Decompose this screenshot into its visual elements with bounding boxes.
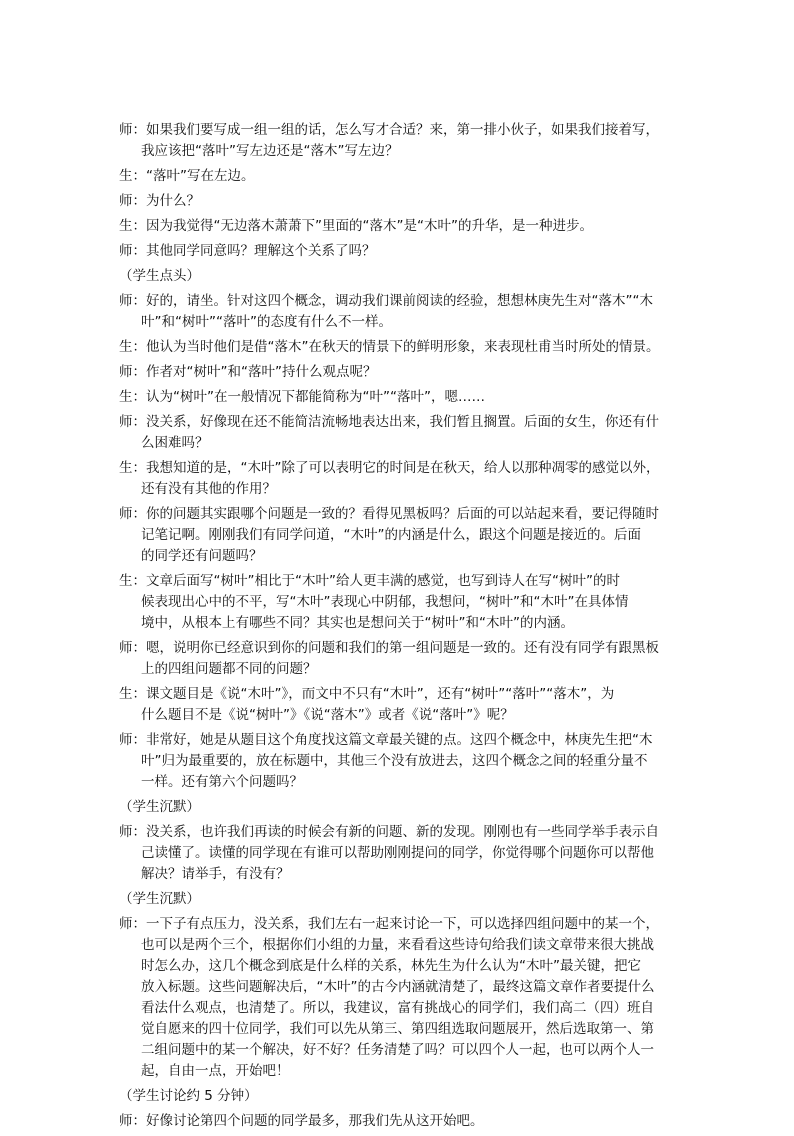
dialogue-paragraph [119, 458, 679, 500]
text-line: 师：一下子有点压力，没关系，我们左右一起来讨论一下，可以选择四组问题中的某一个， [119, 916, 659, 932]
dialogue-paragraph [119, 571, 679, 634]
dialogue-paragraph [119, 387, 679, 408]
text-line: 师：非常好，她是从题目这个角度找这篇文章最关键的点。这四个概念中，林庚先生把“木 [119, 732, 653, 748]
stage-direction [119, 266, 679, 287]
text-line: （学生点头） [119, 268, 200, 284]
text-line: 一样。还有第六个问题吗？ [141, 774, 303, 790]
dialogue-paragraph [119, 291, 679, 333]
text-line: 生：文章后面写“树叶”相比于“木叶”给人更丰满的感觉，也写到诗人在写“树叶”的时 [119, 573, 620, 589]
text-line: 生：认为“树叶”在一般情况下都能简称为“叶”“落叶”，嗯…… [119, 389, 485, 405]
lesson-transcript [119, 120, 679, 1136]
dialogue-paragraph [119, 822, 679, 885]
text-line: 师：嗯，说明你已经意识到你的问题和我们的第一组问题是一致的。还有没有同学有跟黑板 [119, 640, 659, 656]
text-line: 的同学还有问题吗？ [141, 548, 263, 564]
text-line: 我应该把“落叶”写左边还是“落木”写左边？ [141, 143, 399, 159]
dialogue-paragraph [119, 362, 679, 383]
dialogue-paragraph [119, 914, 679, 1082]
text-line: 生：“落叶”写在左边。 [119, 168, 255, 184]
text-line: 什么题目不是《说“树叶”》《说“落木”》或者《说“落叶”》呢？ [141, 707, 514, 723]
dialogue-paragraph [119, 684, 679, 726]
text-line: （学生沉默） [119, 891, 200, 907]
text-line: 境中，从根本上有哪些不同？其实也是想问关于“树叶”和“木叶”的内涵。 [141, 615, 574, 631]
dialogue-paragraph [119, 166, 679, 187]
stage-direction [119, 797, 679, 818]
text-line: 师：其他同学同意吗？理解这个关系了吗？ [119, 243, 376, 259]
text-line: 么困难吗？ [141, 435, 209, 451]
text-line: 师：没关系，也许我们再读的时候会有新的问题、新的发现。刚刚也有一些同学举手表示自 [119, 824, 659, 840]
dialogue-paragraph [119, 504, 679, 567]
text-line: 放入标题。这些问题解决后，“木叶”的古今内涵就清楚了，最终这篇文章作者要提什么 [141, 979, 655, 995]
dialogue-paragraph [119, 412, 679, 454]
text-line: 看法什么观点，也清楚了。所以，我建议，富有挑战心的同学们，我们高二（四）班自 [141, 1000, 654, 1016]
dialogue-paragraph [119, 120, 679, 162]
text-line: 还有没有其他的作用？ [141, 481, 276, 497]
text-line: 上的四组问题都不同的问题？ [141, 661, 317, 677]
text-line: 师：好像讨论第四个问题的同学最多，那我们先从这开始吧。 [119, 1113, 484, 1129]
text-line: 也可以是两个三个，根据你们小组的力量，来看看这些诗句给我们读文章带来很大挑战 [141, 937, 654, 953]
text-line: 师：作者对“树叶”和“落叶”持什么观点呢？ [119, 364, 377, 380]
dialogue-paragraph [119, 337, 679, 358]
text-line: 叶”和“树叶”“落叶”的态度有什么不一样。 [141, 314, 392, 330]
text-line: 师：你的问题其实跟哪个问题是一致的？看得见黑板吗？后面的可以站起来看，要记得随时 [119, 506, 659, 522]
text-line: （学生沉默） [119, 799, 200, 815]
text-line: 生：课文题目是《说“木叶”》，而文中不只有“木叶”，还有“树叶”“落叶”“落木”，为 [119, 686, 615, 702]
dialogue-paragraph [119, 216, 679, 237]
text-line: 己读懂了。读懂的同学现在有谁可以帮助刚刚提问的同学，你觉得哪个问题你可以帮他 [141, 845, 654, 861]
text-line: 解决？请举手，有没有？ [141, 866, 290, 882]
text-line: 觉自愿来的四十位同学，我们可以先从第三、第四组选取问题展开，然后选取第一、第 [141, 1021, 654, 1037]
text-line: 时怎么办，这几个概念到底是什么样的关系，林先生为什么认为“木叶”最关键，把它 [141, 958, 641, 974]
text-line: 起，自由一点，开始吧！ [141, 1063, 290, 1079]
dialogue-paragraph [119, 191, 679, 212]
stage-direction [119, 1086, 679, 1107]
text-line: 记笔记啊。刚刚我们有同学问道，“木叶”的内涵是什么，跟这个问题是接近的。后面 [141, 527, 641, 543]
text-line: 候表现出心中的不平，写“木叶”表现心中阴郁，我想问，“树叶”和“木叶”在具体情 [141, 594, 629, 610]
text-line: （学生讨论约 5 分钟） [119, 1088, 258, 1104]
dialogue-paragraph [119, 1111, 679, 1132]
text-line: 生：我想知道的是，“木叶”除了可以表明它的时间是在秋天，给人以那种凋零的感觉以外， [119, 460, 660, 476]
text-line: 二组问题中的某一个解决，好不好？任务清楚了吗？可以四个人一起，也可以两个人一 [141, 1042, 654, 1058]
dialogue-paragraph [119, 730, 679, 793]
text-line: 师：如果我们要写成一组一组的话，怎么写才合适？来，第一排小伙子，如果我们接着写， [119, 122, 659, 138]
text-line: 师：为什么？ [119, 193, 200, 209]
dialogue-paragraph [119, 638, 679, 680]
text-line: 师：没关系，好像现在还不能简洁流畅地表达出来，我们暂且搁置。后面的女生，你还有什 [119, 414, 659, 430]
text-line: 生：因为我觉得“无边落木萧萧下”里面的“落木”是“木叶”的升华，是一种进步。 [119, 218, 593, 234]
text-line: 师：好的，请坐。针对这四个概念，调动我们课前阅读的经验，想想林庚先生对“落木”“木 [119, 293, 653, 309]
text-line: 叶”归为最重要的，放在标题中，其他三个没有放进去，这四个概念之间的轻重分量不 [141, 753, 648, 769]
dialogue-paragraph [119, 241, 679, 262]
text-line: 生：他认为当时他们是借“落木”在秋天的情景下的鲜明形象，来表现杜甫当时所处的情景。 [119, 339, 660, 355]
stage-direction [119, 889, 679, 910]
